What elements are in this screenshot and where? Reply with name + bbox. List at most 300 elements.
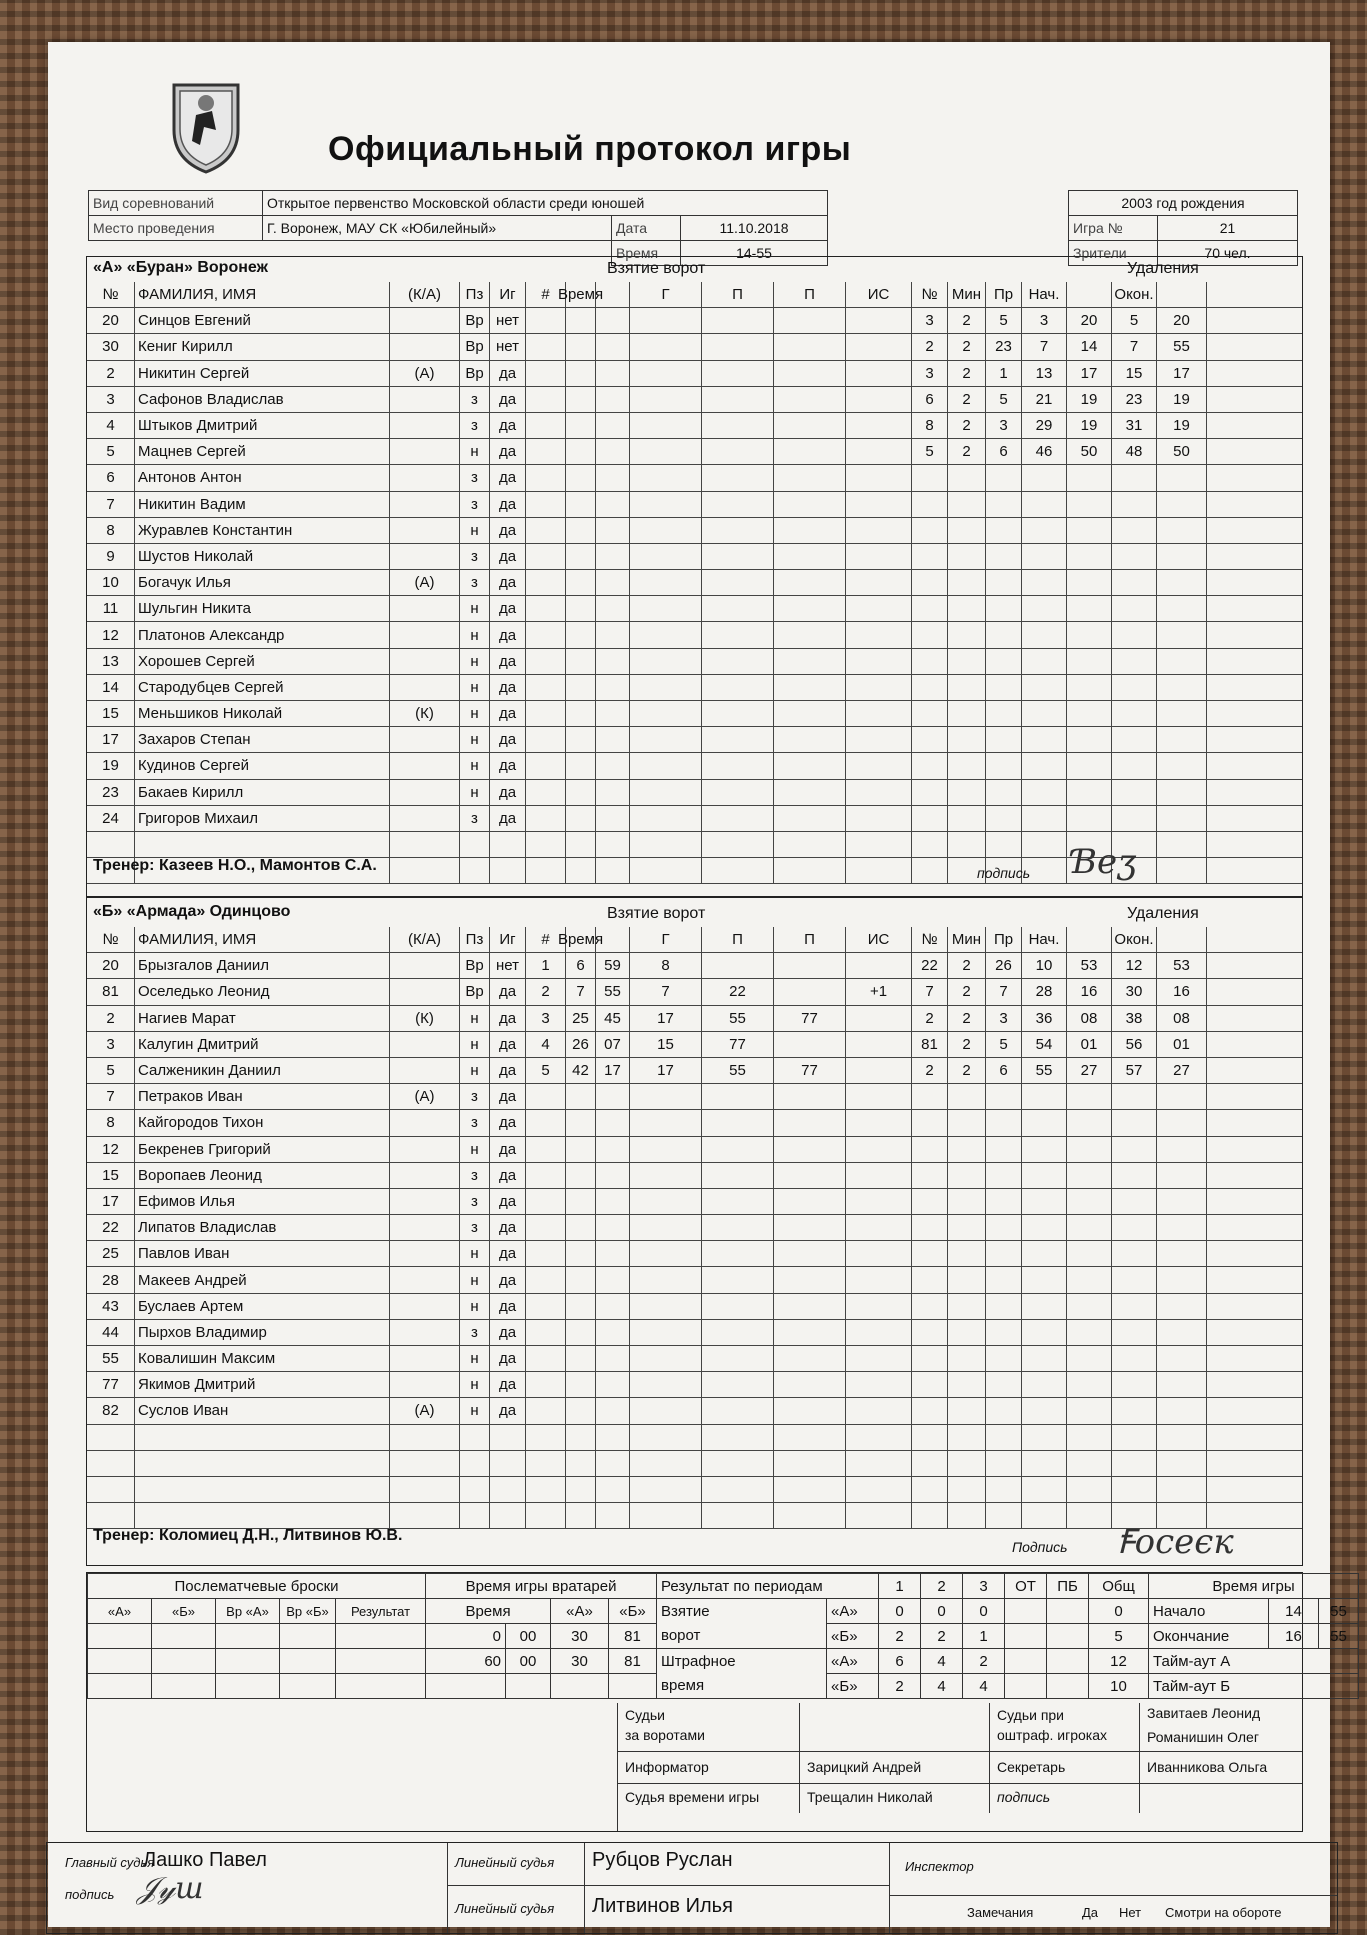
goal-time-sec: 07 [596,1032,630,1057]
goal-situation [846,1084,912,1109]
penalty-reason: 7 [986,979,1022,1004]
gk-row1-sec: 00 [506,1624,551,1649]
goal-time-min [566,858,596,883]
player-position: н [460,780,490,805]
timekeeper-label: Судья времени игры [625,1789,760,1805]
goal-time-min [566,780,596,805]
goal-number [526,1163,566,1188]
goal-time-min [566,1294,596,1319]
goal-scorer [630,1110,702,1135]
penalty-end-min [1112,1163,1157,1188]
goal-situation [846,1163,912,1188]
penalty-start-sec: 14 [1067,334,1112,359]
player-position [460,1425,490,1450]
goal-assist-2 [774,1241,846,1266]
penalty-start-sec [1067,1241,1112,1266]
goal-number [526,334,566,359]
player-position: н [460,1241,490,1266]
player-played: да [490,570,526,595]
player-position [460,832,490,857]
pen-b-total: 10 [1089,1674,1149,1699]
goal-time-min [566,727,596,752]
player-position: н [460,1058,490,1083]
penalty-end-sec: 19 [1157,413,1207,438]
goal-number [526,361,566,386]
penalty-end-sec: 01 [1157,1032,1207,1057]
penalty-player: 8 [912,413,948,438]
penalty-reason [986,780,1022,805]
goal-time-sec [596,1163,630,1188]
penalty-end-sec [1157,1294,1207,1319]
goal-number [526,1477,566,1502]
team-b-coach: Тренер: Коломиец Д.Н., Литвинов Ю.В. [93,1527,403,1544]
goal-judges-label-2: за воротами [625,1727,705,1743]
penalty-end-min [1112,1477,1157,1502]
penalty-minutes [948,701,986,726]
goal-scorer: 7 [630,979,702,1004]
gk-row1-a: 30 [551,1624,609,1649]
player-name: Никитин Сергей [135,361,390,386]
goal-assist-2 [774,1084,846,1109]
goal-assist-2: 77 [774,1006,846,1031]
goal-scorer: 15 [630,1032,702,1057]
col-no: № [87,927,135,952]
goal-time-min [566,1503,596,1528]
goal-scorer [630,727,702,752]
player-row [87,518,1302,544]
goal-scorer [630,361,702,386]
penalty-player [912,1477,948,1502]
remarks-no: Нет [1119,1905,1142,1920]
goal-time-min: 7 [566,979,596,1004]
penalty-start-sec [1067,1163,1112,1188]
player-number: 15 [87,1163,135,1188]
player-name: Оселедько Леонид [135,979,390,1004]
goal-situation [846,1267,912,1292]
player-played: да [490,492,526,517]
penalty-player: 5 [912,439,948,464]
player-number: 81 [87,979,135,1004]
player-position: з [460,1084,490,1109]
goal-situation: +1 [846,979,912,1004]
goal-assist-2 [774,1425,846,1450]
goal-time-min [566,361,596,386]
col-goal-p2: П [774,927,846,952]
team-a-block [86,256,1303,898]
penalty-end-min [1112,806,1157,831]
penalty-reason [986,701,1022,726]
penalty-end-min: 38 [1112,1006,1157,1031]
chief-referee-label: Главный судья [65,1855,155,1870]
game-time-title: Время игры [1149,1574,1359,1599]
player-name [135,1451,390,1476]
player-played: да [490,1294,526,1319]
penalty-minutes: 2 [948,1006,986,1031]
goal-time-min [566,1267,596,1292]
goal-situation [846,1372,912,1397]
player-played: да [490,413,526,438]
player-name: Платонов Александр [135,622,390,647]
goal-scorer [630,465,702,490]
player-number: 20 [87,953,135,978]
penalty-reason [986,1346,1022,1371]
goal-assist-2 [774,806,846,831]
player-played [490,1477,526,1502]
goal-time-min [566,465,596,490]
player-row [87,1294,1302,1320]
penalty-end-min [1112,1294,1157,1319]
goal-time-sec [596,1372,630,1397]
goal-situation [846,1032,912,1057]
goal-situation [846,596,912,621]
penalty-end-min [1112,1110,1157,1135]
penalty-reason: 1 [986,361,1022,386]
penalty-player [912,1294,948,1319]
penalty-player [912,1110,948,1135]
penalty-player [912,622,948,647]
goal-situation [846,1058,912,1083]
goal-situation [846,465,912,490]
goal-time-min [566,1398,596,1423]
roster-header-row [87,927,1302,953]
goal-situation [846,858,912,883]
penalty-player [912,1084,948,1109]
goal-scorer [630,544,702,569]
period-3-header: 3 [963,1574,1005,1599]
goal-situation [846,753,912,778]
goal-assist-2 [774,1294,846,1319]
penalty-minutes [948,649,986,674]
penalty-end-sec [1157,1110,1207,1135]
penalty-player [912,649,948,674]
penalty-player [912,596,948,621]
col-pz: Пз [460,282,490,307]
player-position: н [460,1372,490,1397]
player-role: (А) [390,1398,460,1423]
penalty-end-sec [1157,570,1207,595]
goal-number [526,1451,566,1476]
time-value: 14-55 [681,241,828,266]
penalty-end-min [1112,596,1157,621]
penalty-end-min [1112,1346,1157,1371]
goal-scorer [630,1320,702,1345]
goal-assist-2 [774,1137,846,1162]
player-row [87,1372,1302,1398]
player-played: да [490,465,526,490]
penalty-end-min [1112,727,1157,752]
goal-assist-1 [702,334,774,359]
goal-time-sec [596,1346,630,1371]
penalty-player [912,544,948,569]
player-row [87,492,1302,518]
pen-a-p3: 2 [963,1649,1005,1674]
penalty-end-min [1112,1137,1157,1162]
goal-assist-1 [702,1294,774,1319]
goal-time-sec [596,832,630,857]
venue-value: Г. Воронеж, МАУ СК «Юбилейный» [263,216,612,241]
goal-time-sec [596,1189,630,1214]
penalty-minutes [948,1189,986,1214]
penalty-player [912,518,948,543]
player-role: (А) [390,570,460,595]
player-row [87,675,1302,701]
goal-assist-1 [702,832,774,857]
penalty-reason: 3 [986,1006,1022,1031]
goal-time-min [566,622,596,647]
goal-scorer [630,806,702,831]
player-position: н [460,1006,490,1031]
player-position [460,1451,490,1476]
page-title: Официальный протокол игры [328,130,852,168]
penalty-minutes: 2 [948,979,986,1004]
goal-time-min [566,1320,596,1345]
penalty-reason: 5 [986,1032,1022,1057]
penalty-end-sec [1157,544,1207,569]
goal-time-min [566,570,596,595]
penalty-reason [986,1503,1022,1528]
goal-situation [846,1477,912,1502]
goal-situation [846,1294,912,1319]
player-row [87,1477,1302,1503]
player-position: з [460,465,490,490]
goal-assist-2 [774,492,846,517]
penalty-start-sec [1067,1320,1112,1345]
col-pen-start-s [1067,927,1112,952]
goal-scorer [630,518,702,543]
penalty-reason [986,1372,1022,1397]
goal-number [526,832,566,857]
goal-number: 1 [526,953,566,978]
penalty-player [912,1346,948,1371]
penalty-reason [986,1084,1022,1109]
player-number: 23 [87,780,135,805]
penalty-reason [986,1137,1022,1162]
goal-situation [846,622,912,647]
goal-situation [846,832,912,857]
goal-assist-1 [702,492,774,517]
penalty-start-min [1022,1320,1067,1345]
penalty-start-sec: 50 [1067,439,1112,464]
goal-scorer [630,622,702,647]
linesman-1-name: Рубцов Руслан [592,1849,733,1871]
goal-time-sec [596,858,630,883]
chief-sign-label: подпись [65,1887,115,1902]
player-position: з [460,492,490,517]
competition-value: Открытое первенство Московской области среди юношей [263,191,828,216]
goal-assist-1 [702,361,774,386]
goal-assist-1 [702,1372,774,1397]
goal-assist-2 [774,413,846,438]
penalty-end-sec [1157,727,1207,752]
penalty-end-min [1112,1398,1157,1423]
goal-scorer [630,649,702,674]
penalty-start-min: 55 [1022,1058,1067,1083]
player-position: з [460,544,490,569]
goal-scorer [630,1425,702,1450]
goal-scorer [630,308,702,333]
penalty-start-min [1022,727,1067,752]
goal-assist-1 [702,806,774,831]
penalty-end-sec: 19 [1157,387,1207,412]
penalty-start-sec: 08 [1067,1006,1112,1031]
player-name: Антонов Антон [135,465,390,490]
goal-assist-1 [702,622,774,647]
goal-assist-2 [774,1032,846,1057]
player-number: 25 [87,1241,135,1266]
penalty-minutes [948,832,986,857]
goal-scorer [630,334,702,359]
penalty-end-sec [1157,675,1207,700]
goal-time-sec [596,596,630,621]
team-b-title: «Б» «Армада» Одинцово [93,903,291,920]
player-played: да [490,1058,526,1083]
player-played [490,1451,526,1476]
player-role [390,596,460,621]
penalty-player: 2 [912,1006,948,1031]
goal-situation [846,1320,912,1345]
penalty-start-min [1022,1398,1067,1423]
remarks-label: Замечания [967,1905,1034,1920]
player-name: Штыков Дмитрий [135,413,390,438]
player-number: 7 [87,492,135,517]
penalty-reason: 5 [986,387,1022,412]
player-row [87,1320,1302,1346]
player-row [87,622,1302,648]
goal-number: 5 [526,1058,566,1083]
player-played: да [490,596,526,621]
penalty-reason [986,1425,1022,1450]
roster-header-row [87,282,1302,308]
goal-situation [846,334,912,359]
goals-a-p2: 0 [921,1599,963,1624]
penalty-end-sec [1157,1425,1207,1450]
goal-time-min [566,1451,596,1476]
pen-b-label: «Б» [827,1674,879,1699]
pen-b-ot [1005,1674,1047,1699]
penalty-minutes [948,1163,986,1188]
penalty-minutes [948,675,986,700]
player-row [87,1267,1302,1293]
col-ig: Иг [490,282,526,307]
penalties-section-title: Удаления [1127,260,1199,277]
player-role: (К) [390,1006,460,1031]
goal-time-sec [596,465,630,490]
penalty-end-sec [1157,1477,1207,1502]
penalty-judge-1: Завитаев Леонид [1147,1705,1261,1721]
penalty-end-min [1112,492,1157,517]
penalty-reason: 26 [986,953,1022,978]
player-position: н [460,1267,490,1292]
penalty-minutes [948,1320,986,1345]
team-b-block [86,896,1303,1566]
player-row [87,1398,1302,1424]
penalty-reason [986,518,1022,543]
player-position: н [460,622,490,647]
penalty-end-sec [1157,1137,1207,1162]
penalty-player [912,753,948,778]
goal-time-sec [596,413,630,438]
penalty-end-sec [1157,1451,1207,1476]
goal-assist-2 [774,622,846,647]
player-name: Калугин Дмитрий [135,1032,390,1057]
player-name: Шустов Николай [135,544,390,569]
goal-situation [846,675,912,700]
player-name: Павлов Иван [135,1241,390,1266]
col-pen-min: Мин [948,927,986,952]
penalty-start-sec [1067,753,1112,778]
penalty-start-min: 13 [1022,361,1067,386]
penalty-start-min [1022,1110,1067,1135]
player-role [390,858,460,883]
penalty-minutes [948,1398,986,1423]
player-number: 17 [87,1189,135,1214]
goal-time-min: 26 [566,1032,596,1057]
col-goal-is: ИС [846,927,912,952]
goal-scorer [630,596,702,621]
goal-assist-2 [774,465,846,490]
penalty-reason [986,596,1022,621]
goal-time-sec [596,1320,630,1345]
player-played: да [490,1267,526,1292]
player-played: да [490,1137,526,1162]
penalty-reason [986,806,1022,831]
goal-assist-1 [702,953,774,978]
penalty-minutes [948,518,986,543]
player-row [87,1006,1302,1032]
goal-assist-1: 22 [702,979,774,1004]
col-pen-end-s [1157,282,1207,307]
goal-situation [846,413,912,438]
goal-number [526,622,566,647]
goal-assist-2 [774,308,846,333]
goal-time-min [566,701,596,726]
player-number: 28 [87,1267,135,1292]
penalty-start-min [1022,780,1067,805]
informer-label: Информатор [625,1759,709,1775]
goal-situation [846,1451,912,1476]
goal-time-min [566,596,596,621]
gk-time-header: Время [426,1599,551,1624]
penalty-start-sec [1067,1137,1112,1162]
penalty-judges-label-1: Судьи при [997,1707,1065,1723]
penalty-player [912,1163,948,1188]
penalty-reason: 3 [986,413,1022,438]
penalty-end-sec [1157,1320,1207,1345]
penalty-end-min [1112,1189,1157,1214]
goal-time-sec [596,806,630,831]
player-number: 5 [87,1058,135,1083]
player-played [490,858,526,883]
player-role [390,334,460,359]
penalty-start-min [1022,1503,1067,1528]
goal-time-sec [596,544,630,569]
pen-a-ot [1005,1649,1047,1674]
goal-time-min [566,413,596,438]
col-goal-g: Г [630,282,702,307]
penalty-reason [986,1110,1022,1135]
penalty-reason [986,753,1022,778]
penalty-end-min: 5 [1112,308,1157,333]
player-row [87,753,1302,779]
gk-row1-b: 81 [609,1624,657,1649]
penalty-player: 2 [912,1058,948,1083]
player-role [390,1425,460,1450]
goal-time-min [566,1425,596,1450]
penalty-end-min [1112,1320,1157,1345]
player-name: Пырхов Владимир [135,1320,390,1345]
player-number: 20 [87,308,135,333]
gk-row1-min: 0 [426,1624,506,1649]
